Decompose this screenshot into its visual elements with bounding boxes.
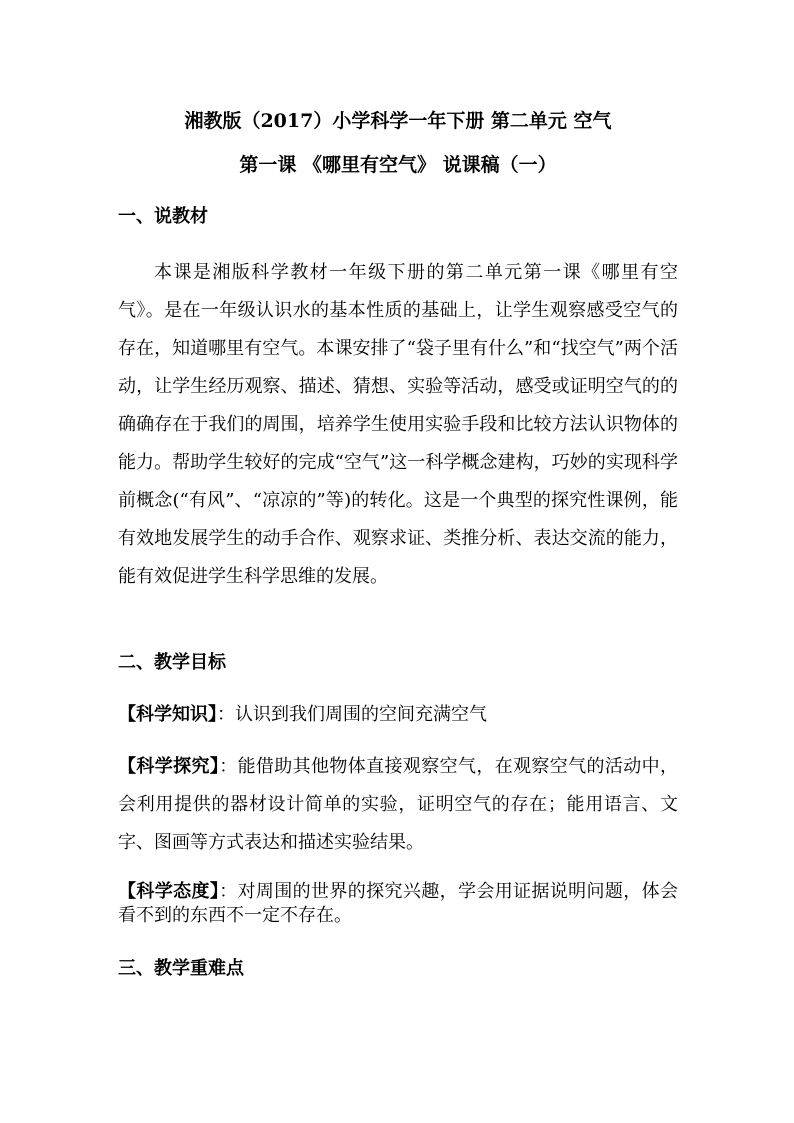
- objective-inquiry: [118, 748, 678, 862]
- objective-knowledge-text: ：认识到我们周围的空间充满空气: [217, 704, 487, 725]
- objective-knowledge-label: 【科学知识】: [118, 704, 217, 725]
- textbook-paragraph: 本课是湘版科学教材一年级下册的第二单元第一课《哪里有空气》。是在一年级认识水的基本性质的基础上，让学生观察感受空气的存在，知道哪里有空气。本课安排了“袋子里有什么”和“找空气”两个活动，让学生经历观察、描述、猜想、实验等活动，感受或证明空气的的确确存在于我们的周围，培养学生使用实验手段和比较方法认识物体的能力。帮助学生较好的完成“空气”这一科学概念建构，巧妙的实现科学前概念(“有风”、“凉凉的”等)的转化。这是一个典型的探究性课例，能有效地发展学生的动手合作、观察求证、类推分析、表达交流的能力，能有效促进学生科学思维的发展。: [118, 262, 678, 587]
- section-heading-textbook: 一、说教材: [118, 206, 208, 227]
- section-heading-key-points: 三、教学重难点: [118, 958, 244, 979]
- objective-attitude-label: 【科学态度】: [118, 881, 220, 902]
- objective-attitude: [118, 880, 678, 928]
- objective-knowledge: [118, 696, 678, 734]
- objective-attitude-text: ：对周围的世界的探究兴趣，学会用证据说明问题，体会看不到的东西不一定不存在。: [118, 881, 679, 926]
- objective-inquiry-label: 【科学探究】: [118, 756, 220, 777]
- document-title: 湘教版（2017）小学科学一年下册 第二单元 空气: [184, 110, 612, 132]
- section-heading-objectives: 二、教学目标: [118, 652, 226, 673]
- objective-inquiry-text: ：能借助其他物体直接观察空气，在观察空气的活动中，会利用提供的器材设计简单的实验，证明空气的存在；能用语言、文字、图画等方式表达和描述实验结果。: [118, 756, 679, 853]
- lesson-title: 第一课 《哪里有空气》 说课稿（一）: [239, 154, 557, 176]
